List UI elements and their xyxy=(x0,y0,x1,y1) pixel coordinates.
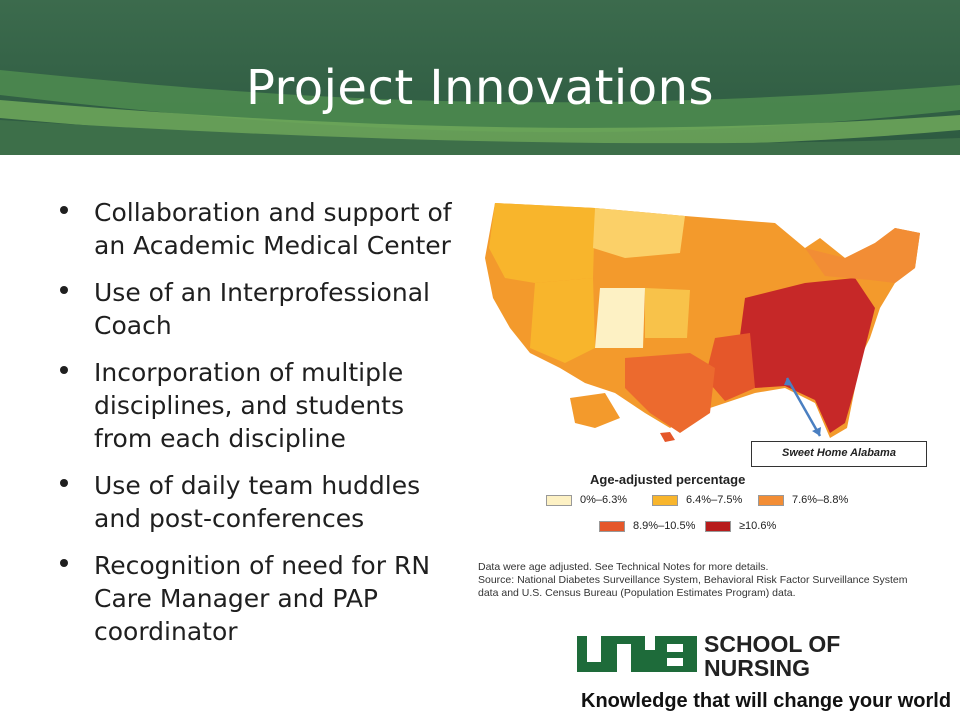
bullet-dot xyxy=(60,366,68,374)
legend-label: 8.9%–10.5% xyxy=(633,520,696,532)
bullet-text: Recognition of need for RN Care Manager and PAP coordinator xyxy=(94,551,431,646)
diabetes-map-figure xyxy=(475,188,935,618)
school-line: SCHOOL OF xyxy=(704,631,841,657)
legend-swatch xyxy=(599,521,625,532)
bullet-dot xyxy=(60,479,68,487)
bullet-item xyxy=(56,356,456,455)
bullet-text: Incorporation of multiple disciplines, and students from each discipline xyxy=(94,358,405,453)
bullet-list xyxy=(56,196,456,662)
bullet-text: Use of daily team huddles and post-conferences xyxy=(94,471,421,533)
legend-label: 0%–6.3% xyxy=(580,494,628,506)
bullet-dot xyxy=(60,559,68,567)
tagline: Knowledge that will change your world xyxy=(581,690,952,712)
bullet-item xyxy=(56,196,456,262)
school-name xyxy=(704,632,840,680)
legend-title: Age-adjusted percentage xyxy=(590,472,746,487)
legend-label: 7.6%–8.8% xyxy=(792,494,849,506)
bullet-text: Collaboration and support of an Academic Medical Center xyxy=(94,198,452,260)
school-line: NURSING xyxy=(704,655,811,681)
legend-swatch xyxy=(758,495,784,506)
us-map-image xyxy=(475,188,935,448)
bullet-item xyxy=(56,549,456,648)
bullet-dot xyxy=(60,206,68,214)
bullet-text: Use of an Interprofessional Coach xyxy=(94,278,430,340)
legend-swatch xyxy=(705,521,731,532)
bullet-item xyxy=(56,276,456,342)
bullet-item xyxy=(56,469,456,535)
legend-label: ≥10.6% xyxy=(739,520,777,532)
uab-logo xyxy=(577,632,697,676)
map-note-line: Data were age adjusted. See Technical Notes for more details. xyxy=(478,561,769,573)
legend-swatch xyxy=(546,495,572,506)
map-callout-label: Sweet Home Alabama xyxy=(751,441,927,467)
slide-title: Project Innovations xyxy=(245,60,715,116)
map-note-line: Source: National Diabetes Surveillance System, Behavioral Risk Factor Surveillance System data and U.S. Census Bureau (Population Estimates Program) data. xyxy=(478,574,908,599)
legend-label: 6.4%–7.5% xyxy=(686,494,743,506)
map-source-note xyxy=(478,561,923,600)
bullet-dot xyxy=(60,286,68,294)
legend-swatch xyxy=(652,495,678,506)
